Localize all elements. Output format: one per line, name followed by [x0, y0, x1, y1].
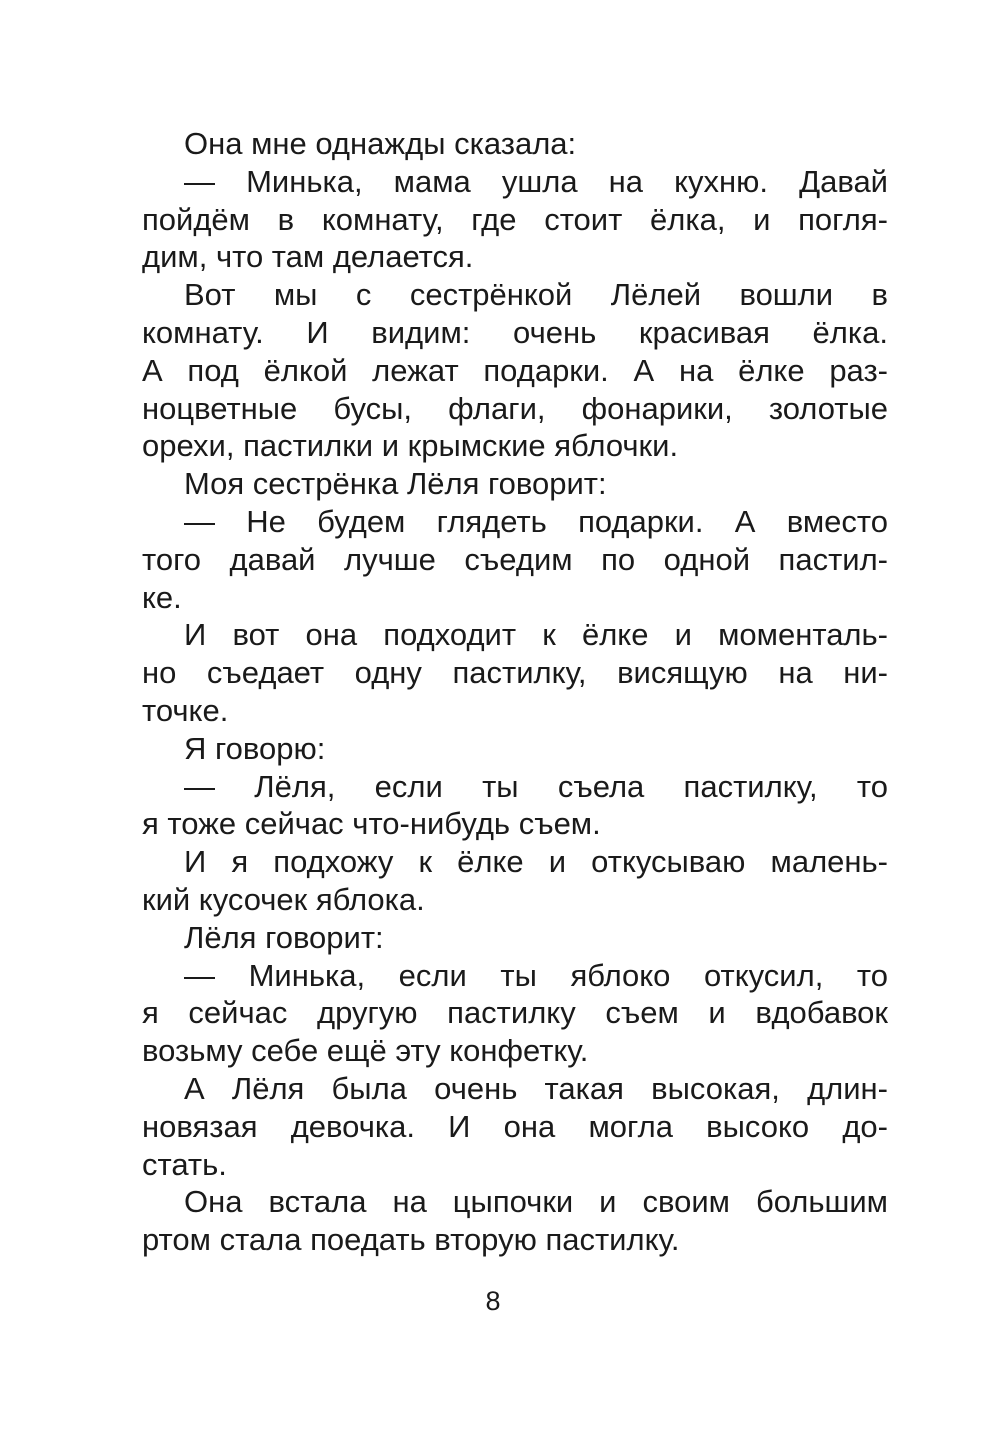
body-text — [142, 125, 888, 1259]
text-line: — Минька, мама ушла на кухню. Давай — [184, 163, 888, 199]
text-line: Моя сестрёнка Лёля говорит: — [184, 466, 607, 502]
text-line: пойдём в комнату, где стоит ёлка, и погля- — [142, 201, 888, 237]
text-line: точке. — [142, 692, 229, 728]
text-line: стать. — [142, 1146, 227, 1182]
text-line: — Не будем глядеть подарки. А вместо — [184, 503, 888, 539]
text-line: А под ёлкой лежат подарки. А на ёлке раз- — [142, 352, 888, 388]
text-line: дим, что там делается. — [142, 239, 474, 275]
text-line: И я подхожу к ёлке и откусываю малень- — [184, 844, 888, 880]
text-line: комнату. И видим: очень красивая ёлка. — [142, 314, 888, 350]
text-line: того давай лучше съедим по одной пастил- — [142, 541, 888, 577]
text-line: А Лёля была очень такая высокая, длин- — [184, 1070, 888, 1106]
text-line: Лёля говорит: — [184, 919, 384, 955]
text-line: И вот она подходит к ёлке и моменталь- — [184, 617, 888, 653]
text-line: Я говорю: — [184, 730, 326, 766]
text-line: я сейчас другую пастилку съем и вдобавок — [142, 995, 888, 1031]
text-line: ноцветные бусы, флаги, фонарики, золотые — [142, 390, 888, 426]
text-line: Она встала на цыпочки и своим большим — [184, 1184, 888, 1220]
text-line: кий кусочек яблока. — [142, 881, 425, 917]
page-number: 8 — [485, 1286, 501, 1316]
text-line: Она мне однажды сказала: — [184, 126, 577, 161]
text-line: возьму себе ещё эту конфетку. — [142, 1033, 589, 1069]
text-line: новязая девочка. И она могла высоко до- — [142, 1108, 888, 1144]
text-line: я тоже сейчас что-нибудь съем. — [142, 806, 601, 842]
text-line: ртом стала поедать вторую пастилку. — [142, 1222, 680, 1258]
text-line: — Минька, если ты яблоко откусил, то — [184, 957, 888, 993]
text-line: Вот мы с сестрёнкой Лёлей вошли в — [184, 277, 888, 313]
text-line: но съедает одну пастилку, висящую на ни- — [142, 655, 888, 691]
text-line: орехи, пастилки и крымские яблочки. — [142, 428, 679, 464]
text-line: ке. — [142, 579, 182, 615]
text-line: — Лёля, если ты съела пастилку, то — [184, 768, 888, 804]
